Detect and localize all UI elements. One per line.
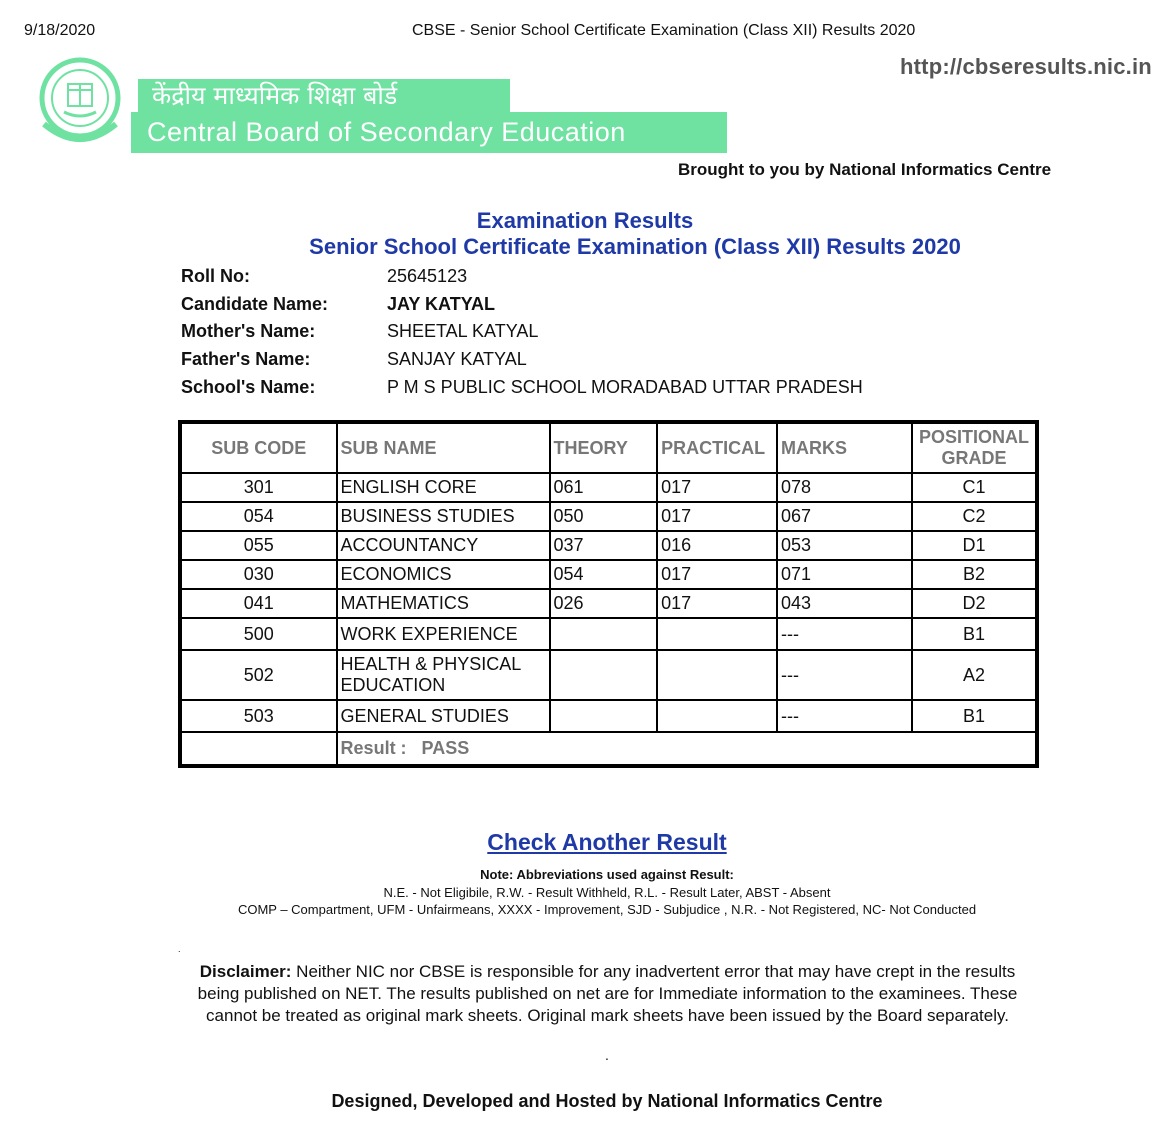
sub-code-cell: 054 — [182, 503, 336, 530]
practical-cell: 017 — [658, 474, 776, 501]
table-header-row — [182, 424, 1035, 472]
page-heading: Examination Results — [476, 208, 694, 233]
practical-cell — [658, 619, 776, 649]
header-practical: PRACTICAL — [658, 424, 776, 472]
table-row — [182, 590, 1035, 617]
practical-cell: 017 — [658, 503, 776, 530]
result-empty-cell — [182, 733, 336, 764]
stray-dot: . — [178, 944, 181, 954]
header-theory: THEORY — [551, 424, 657, 472]
table-row — [182, 532, 1035, 559]
table-row — [182, 474, 1035, 501]
disclaimer-text: Neither NIC nor CBSE is responsible for any inadvertent error that may have crept in the results being published on NET. The results published on net are for Immediate information to the examinees. These cannot be treated as original mark sheets. Original mark sheets have been issued by the Board separately. — [197, 962, 1018, 1025]
theory-cell: 026 — [551, 590, 657, 617]
note-abbreviations-1: N.E. - Not Eligibile, R.W. - Result Withheld, R.L. - Result Later, ABST - Absent — [383, 885, 831, 900]
stray-dot: . — [605, 1047, 609, 1063]
header-sub-name: SUB NAME — [338, 424, 549, 472]
practical-cell — [658, 651, 776, 699]
theory-cell: 037 — [551, 532, 657, 559]
practical-cell: 017 — [658, 561, 776, 588]
table-row — [182, 619, 1035, 649]
theory-cell: 054 — [551, 561, 657, 588]
sub-name-cell: ENGLISH CORE — [338, 474, 549, 501]
table-row — [182, 651, 1035, 699]
sub-name-cell: ACCOUNTANCY — [338, 532, 549, 559]
site-url: http://cbseresults.nic.in — [900, 54, 1152, 79]
sub-code-cell: 500 — [182, 619, 336, 649]
banner-hindi-title: केंद्रीय माध्यमिक शिक्षा बोर्ड — [138, 79, 510, 112]
sub-code-cell: 055 — [182, 532, 336, 559]
theory-cell — [551, 619, 657, 649]
candidate-name-value: JAY KATYAL — [387, 294, 496, 314]
marks-cell: 078 — [778, 474, 911, 501]
note-title: Note: Abbreviations used against Result: — [480, 867, 734, 882]
note-abbreviations-2: COMP – Compartment, UFM - Unfairmeans, XXXX - Improvement, SJD - Subjudice , N.R. - Not Registered, NC- Not Conducted — [237, 902, 977, 917]
grade-cell: C1 — [913, 474, 1035, 501]
banner-english-title: Central Board of Secondary Education — [131, 112, 727, 153]
footer-credit: Designed, Developed and Hosted by National Informatics Centre — [331, 1091, 883, 1111]
brought-by-text: Brought to you by National Informatics Centre — [678, 160, 1052, 179]
table-row — [182, 503, 1035, 530]
mother-name-value: SHEETAL KATYAL — [387, 321, 539, 341]
theory-cell: 050 — [551, 503, 657, 530]
result-row — [182, 733, 1035, 764]
marks-cell: 067 — [778, 503, 911, 530]
practical-cell: 017 — [658, 590, 776, 617]
marks-cell: --- — [778, 651, 911, 699]
grade-cell: A2 — [913, 651, 1035, 699]
school-name-label: School's Name: — [181, 377, 316, 397]
candidate-name-label: Candidate Name: — [181, 294, 329, 314]
father-name-value: SANJAY KATYAL — [387, 349, 527, 369]
sub-name-cell: HEALTH & PHYSICAL EDUCATION — [338, 651, 549, 699]
header-sub-code: SUB CODE — [182, 424, 336, 472]
marks-cell: 071 — [778, 561, 911, 588]
print-page-title: CBSE - Senior School Certificate Examination (Class XII) Results 2020 — [412, 22, 916, 39]
table-row — [182, 561, 1035, 588]
marks-cell: --- — [778, 619, 911, 649]
check-another-result-link[interactable]: Check Another Result — [487, 829, 727, 855]
grade-cell: B1 — [913, 701, 1035, 731]
sub-name-cell: ECONOMICS — [338, 561, 549, 588]
sub-code-cell: 030 — [182, 561, 336, 588]
sub-code-cell: 041 — [182, 590, 336, 617]
grade-cell: D2 — [913, 590, 1035, 617]
print-date: 9/18/2020 — [24, 22, 96, 39]
disclaimer-label: Disclaimer: — [199, 962, 292, 981]
sub-name-cell: GENERAL STUDIES — [338, 701, 549, 731]
marks-cell: --- — [778, 701, 911, 731]
father-name-label: Father's Name: — [181, 349, 311, 369]
header-marks: MARKS — [778, 424, 911, 472]
sub-name-cell: BUSINESS STUDIES — [338, 503, 549, 530]
theory-cell: 061 — [551, 474, 657, 501]
grade-cell: B2 — [913, 561, 1035, 588]
sub-code-cell: 502 — [182, 651, 336, 699]
grade-cell: C2 — [913, 503, 1035, 530]
header-positional-grade: POSITIONAL GRADE — [913, 424, 1035, 472]
sub-code-cell: 301 — [182, 474, 336, 501]
marks-cell: 043 — [778, 590, 911, 617]
practical-cell — [658, 701, 776, 731]
theory-cell — [551, 701, 657, 731]
sub-name-cell: WORK EXPERIENCE — [338, 619, 549, 649]
table-row — [182, 701, 1035, 731]
sub-name-cell: MATHEMATICS — [338, 590, 549, 617]
marks-table — [178, 420, 1039, 768]
grade-cell: D1 — [913, 532, 1035, 559]
marks-cell: 053 — [778, 532, 911, 559]
practical-cell: 016 — [658, 532, 776, 559]
sub-code-cell: 503 — [182, 701, 336, 731]
school-name-value: P M S PUBLIC SCHOOL MORADABAD UTTAR PRADESH — [387, 377, 863, 397]
cbse-logo-icon — [38, 54, 122, 150]
result-status: Result : PASS — [338, 733, 1035, 764]
roll-label: Roll No: — [181, 266, 250, 286]
disclaimer — [180, 961, 1035, 1027]
mother-name-label: Mother's Name: — [181, 321, 316, 341]
roll-value: 25645123 — [387, 266, 468, 286]
theory-cell — [551, 651, 657, 699]
grade-cell: B1 — [913, 619, 1035, 649]
page-subheading: Senior School Certificate Examination (Class XII) Results 2020 — [309, 234, 961, 259]
